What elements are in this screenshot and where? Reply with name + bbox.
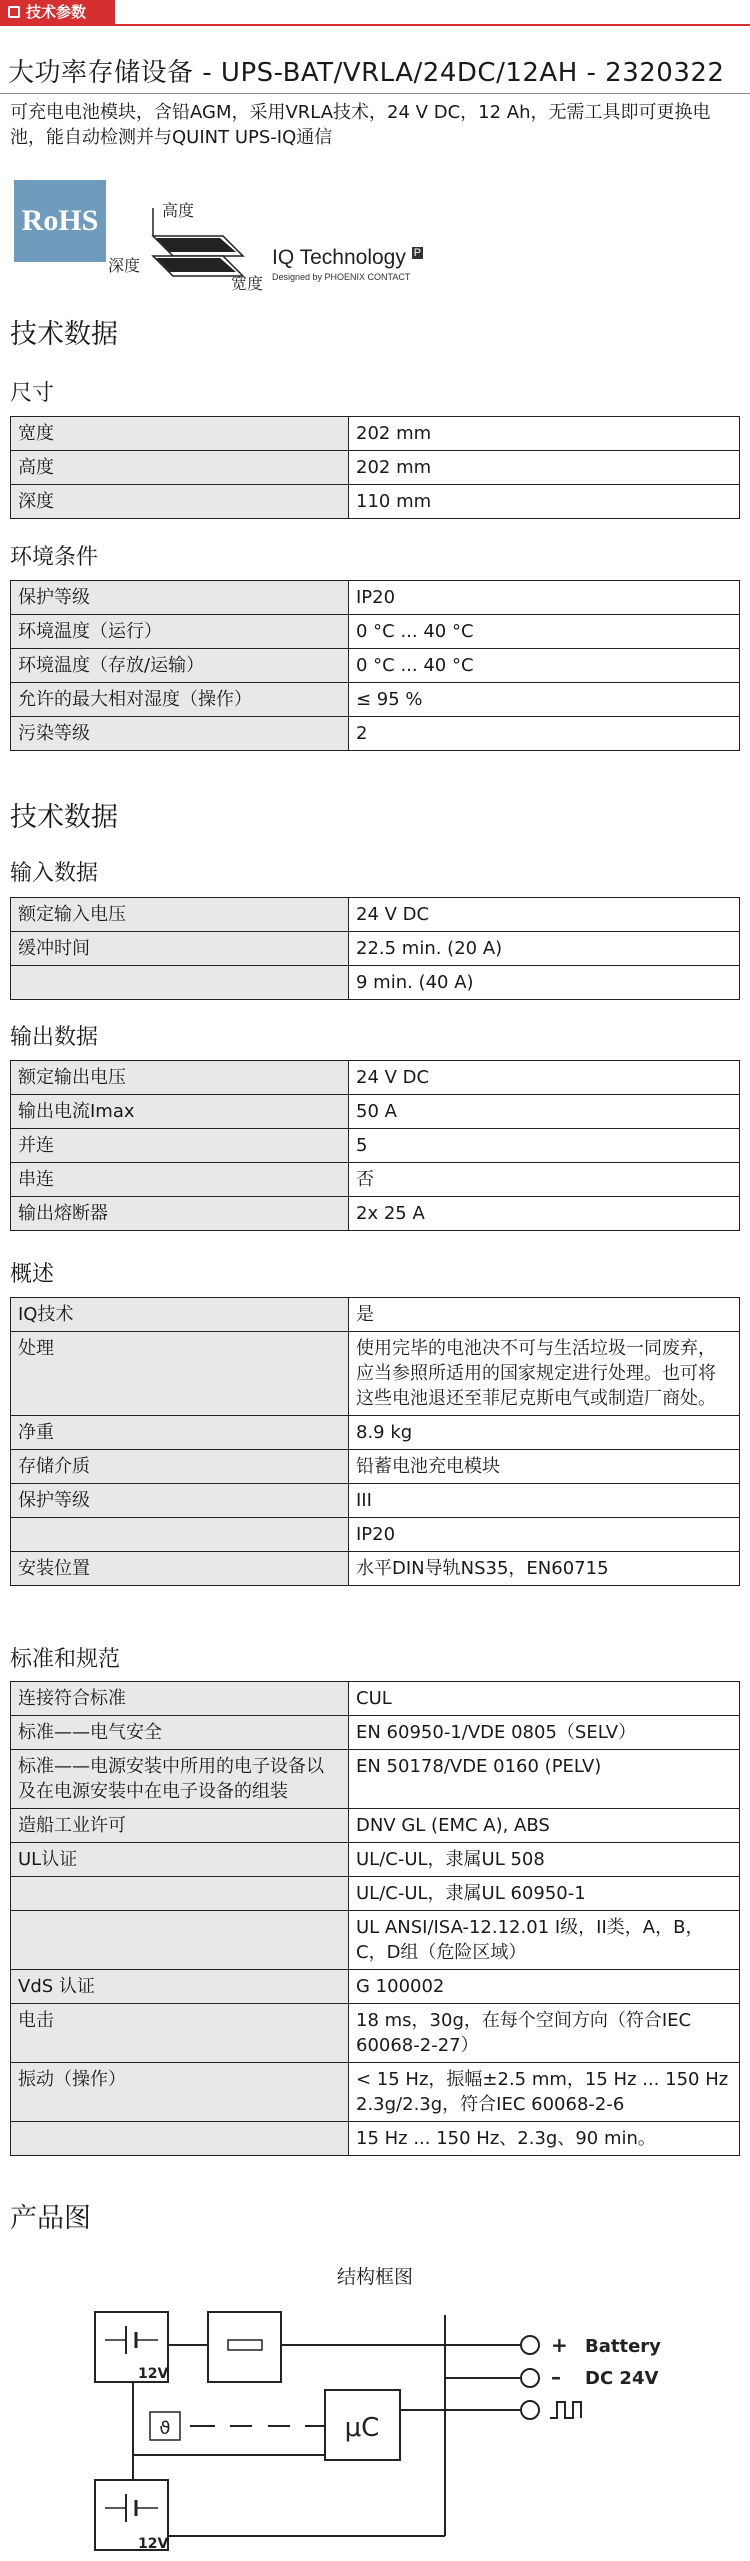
spec-value: III [349, 1484, 740, 1518]
spec-value: < 15 Hz，振幅±2.5 mm，15 Hz ... 150 Hz 2.3g/2.3g，符合IEC 60068-2-6 [349, 2063, 740, 2122]
table-row [11, 717, 740, 751]
table-row [11, 485, 740, 519]
title-divider [0, 93, 750, 94]
battery-top-voltage: 12V [138, 2366, 169, 2382]
spec-label: 造船工业许可 [11, 1809, 349, 1843]
spec-value: UL/C-UL，隶属UL 508 [349, 1843, 740, 1877]
table-row [11, 1716, 740, 1750]
table-row [11, 1911, 740, 1970]
document-icon [8, 6, 20, 18]
microcontroller-label: μC [344, 2413, 380, 2443]
spec-label: 存储介质 [11, 1450, 349, 1484]
spec-value: 2x 25 A [349, 1197, 740, 1231]
spec-value: UL ANSI/ISA-12.12.01 I级，II类，A，B，C，D组（危险区域） [349, 1911, 740, 1970]
terminal-plus [521, 2336, 539, 2354]
spec-value: 8.9 kg [349, 1416, 740, 1450]
table-row [11, 2063, 740, 2122]
dimension-icon [108, 196, 268, 291]
table-row [11, 1750, 740, 1809]
spec-value: G 100002 [349, 1970, 740, 2004]
spec-value: 0 °C ... 40 °C [349, 615, 740, 649]
table-dimensions [10, 416, 740, 519]
spec-value: 110 mm [349, 485, 740, 519]
table-overview [10, 1297, 740, 1586]
heading-input: 输入数据 [10, 861, 99, 886]
spec-label: 保护等级 [11, 1484, 349, 1518]
table-row [11, 1970, 740, 2004]
iq-logo-text: IQ Technology [272, 246, 406, 269]
table-output [10, 1060, 740, 1231]
spec-value: 9 min. (40 A) [349, 966, 740, 1000]
diagram-title: 结构框图 [336, 2266, 413, 2288]
spec-label: IQ技术 [11, 1298, 349, 1332]
pulse-signal-icon [550, 2402, 581, 2418]
spec-value: UL/C-UL，隶属UL 60950-1 [349, 1877, 740, 1911]
table-row [11, 1197, 740, 1231]
depth-label: 深度 [108, 256, 141, 275]
spec-label: 连接符合标准 [11, 1682, 349, 1716]
table-row [11, 1298, 740, 1332]
spec-value: 5 [349, 1129, 740, 1163]
rohs-logo: RoHS [14, 180, 106, 262]
spec-label [11, 1877, 349, 1911]
spec-label: 并连 [11, 1129, 349, 1163]
spec-label: 额定输出电压 [11, 1061, 349, 1095]
fuse-icon [228, 2340, 262, 2350]
heading-output: 输出数据 [10, 1025, 99, 1050]
table-row [11, 451, 740, 485]
spec-label: 允许的最大相对湿度（操作） [11, 683, 349, 717]
spec-label: 净重 [11, 1416, 349, 1450]
spec-label [11, 2122, 349, 2156]
tag-divider [0, 24, 750, 26]
spec-value: 否 [349, 1163, 740, 1197]
heading-overview: 概述 [10, 1262, 55, 1287]
spec-value: 18 ms，30g，在每个空间方向（符合IEC 60068-2-27） [349, 2004, 740, 2063]
spec-label: 标准——电气安全 [11, 1716, 349, 1750]
spec-value: 22.5 min. (20 A) [349, 932, 740, 966]
spec-label: 处理 [11, 1332, 349, 1416]
battery-label: Battery [585, 2336, 661, 2357]
spec-label: 宽度 [11, 417, 349, 451]
section-tag [0, 0, 115, 24]
spec-label [11, 1911, 349, 1970]
spec-value: 50 A [349, 1095, 740, 1129]
table-row [11, 1332, 740, 1416]
minus-symbol: – [551, 2365, 561, 2389]
table-input [10, 897, 740, 1000]
battery-bottom-voltage: 12V [138, 2536, 169, 2552]
section-tag-label: 技术参数 [26, 3, 87, 21]
table-row [11, 1095, 740, 1129]
terminal-minus [521, 2369, 539, 2387]
heading-tech-data-2: 技术数据 [10, 802, 118, 833]
spec-value: EN 50178/VDE 0160 (PELV) [349, 1750, 740, 1809]
table-row [11, 683, 740, 717]
spec-label: 缓冲时间 [11, 932, 349, 966]
page-title: 大功率存储设备 - UPS-BAT/VRLA/24DC/12AH - 2320322 [8, 58, 725, 88]
spec-label [11, 966, 349, 1000]
iq-logo-subtext: Designed by PHOENIX CONTACT [272, 272, 411, 282]
heading-dimensions: 尺寸 [10, 381, 55, 406]
table-row [11, 1552, 740, 1586]
spec-value: 24 V DC [349, 1061, 740, 1095]
spec-label: 高度 [11, 451, 349, 485]
temperature-sensor-label: ϑ [159, 2418, 171, 2439]
spec-label: 深度 [11, 485, 349, 519]
iq-mark: P [413, 247, 422, 259]
spec-value: ≤ 95 % [349, 683, 740, 717]
block-diagram [0, 2290, 750, 2561]
heading-product-image: 产品图 [10, 2203, 91, 2234]
dc-label: DC 24V [585, 2368, 659, 2389]
spec-label [11, 1518, 349, 1552]
table-row [11, 649, 740, 683]
spec-label: 环境温度（运行） [11, 615, 349, 649]
product-description: 可充电电池模块，含铅AGM，采用VRLA技术，24 V DC，12 Ah，无需工具即可更换电池，能自动检测并与QUINT UPS-IQ通信 [10, 102, 711, 148]
table-row [11, 1484, 740, 1518]
spec-value: 24 V DC [349, 898, 740, 932]
spec-value: 使用完毕的电池决不可与生活垃圾一同废弃，应当参照所适用的国家规定进行处理。也可将这些电池退还至菲尼克斯电气或制造厂商处。 [349, 1332, 740, 1416]
table-row [11, 1877, 740, 1911]
spec-label: 标准——电源安装中所用的电子设备以及在电源安装中在电子设备的组装 [11, 1750, 349, 1809]
table-row [11, 2004, 740, 2063]
table-row [11, 1129, 740, 1163]
spec-value: DNV GL (EMC A), ABS [349, 1809, 740, 1843]
spec-label: 安装位置 [11, 1552, 349, 1586]
spec-label: 保护等级 [11, 581, 349, 615]
spec-label: 环境温度（存放/运输） [11, 649, 349, 683]
table-row [11, 615, 740, 649]
table-row [11, 2122, 740, 2156]
table-row [11, 898, 740, 932]
spec-value: IP20 [349, 581, 740, 615]
spec-value: 铅蓄电池充电模块 [349, 1450, 740, 1484]
spec-label: VdS 认证 [11, 1970, 349, 2004]
spec-label: 振动（操作） [11, 2063, 349, 2122]
table-row [11, 1416, 740, 1450]
spec-value: 15 Hz ... 150 Hz、2.3g、90 min。 [349, 2122, 740, 2156]
spec-value: IP20 [349, 1518, 740, 1552]
spec-value: CUL [349, 1682, 740, 1716]
table-row [11, 1809, 740, 1843]
table-row [11, 1682, 740, 1716]
table-row [11, 1061, 740, 1095]
terminal-signal [521, 2401, 539, 2419]
table-standards [10, 1681, 740, 2156]
table-row [11, 581, 740, 615]
iq-technology-logo [272, 246, 423, 270]
spec-value: EN 60950-1/VDE 0805（SELV） [349, 1716, 740, 1750]
spec-value: 是 [349, 1298, 740, 1332]
width-label: 宽度 [231, 274, 264, 291]
height-label: 高度 [162, 201, 195, 220]
table-environment [10, 580, 740, 751]
spec-value: 0 °C ... 40 °C [349, 649, 740, 683]
table-row [11, 1518, 740, 1552]
spec-label: 电击 [11, 2004, 349, 2063]
spec-value: 2 [349, 717, 740, 751]
spec-value: 202 mm [349, 417, 740, 451]
spec-label: 串连 [11, 1163, 349, 1197]
table-row [11, 1163, 740, 1197]
heading-standards: 标准和规范 [10, 1647, 121, 1672]
spec-label: 输出熔断器 [11, 1197, 349, 1231]
table-row [11, 932, 740, 966]
spec-value: 202 mm [349, 451, 740, 485]
table-row [11, 1450, 740, 1484]
plus-symbol: + [551, 2333, 568, 2357]
spec-value: 水平DIN导轨NS35，EN60715 [349, 1552, 740, 1586]
table-row [11, 966, 740, 1000]
table-row [11, 417, 740, 451]
spec-label: UL认证 [11, 1843, 349, 1877]
table-row [11, 1843, 740, 1877]
heading-environment: 环境条件 [10, 545, 99, 570]
heading-tech-data-1: 技术数据 [10, 319, 118, 350]
spec-label: 输出电流Imax [11, 1095, 349, 1129]
spec-label: 额定输入电压 [11, 898, 349, 932]
spec-label: 污染等级 [11, 717, 349, 751]
